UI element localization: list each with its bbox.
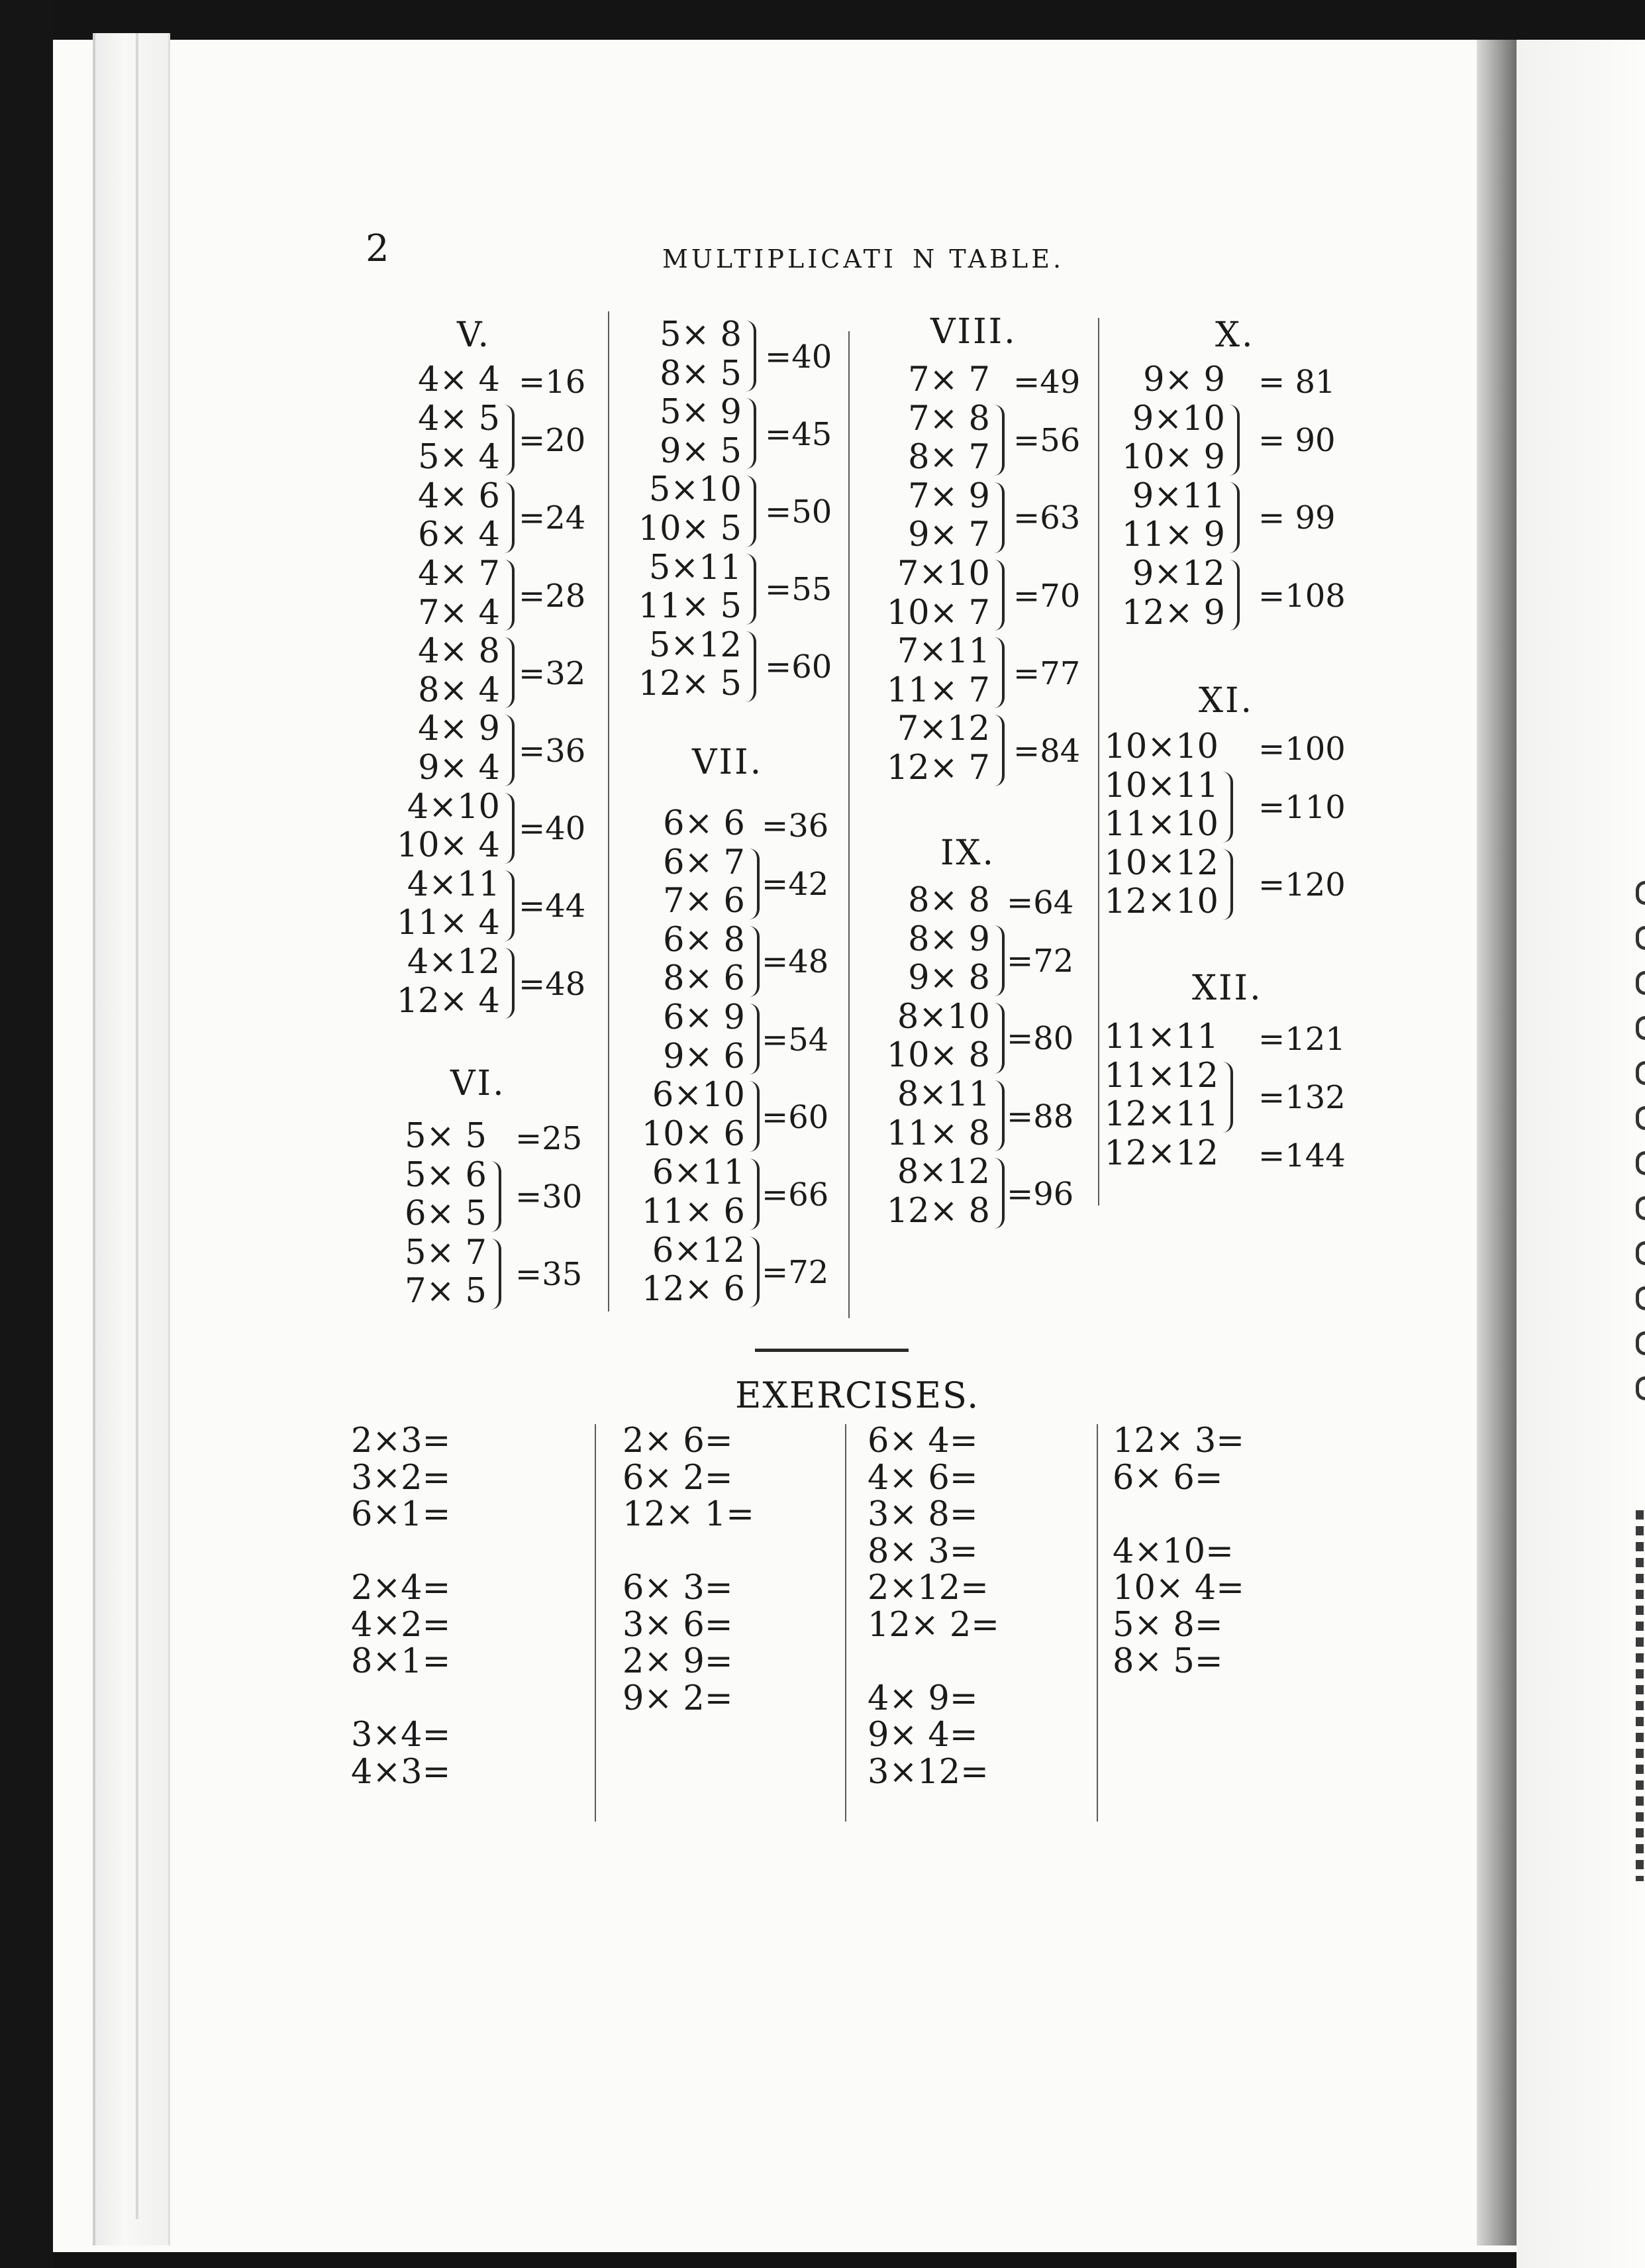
product-value: =40 — [765, 338, 832, 376]
table-row: 11× 9 — [1121, 515, 1225, 555]
table-row: 8× 7 — [908, 438, 990, 478]
product-value: =121 — [1258, 1021, 1346, 1058]
table-row: 11× 8 — [886, 1113, 990, 1153]
table-row: 12× 7 — [886, 748, 990, 788]
table-row: 6× 9 — [663, 998, 745, 1037]
page-number: 2 — [366, 227, 389, 270]
table-row: 10× 5 — [638, 509, 742, 548]
table-row: 4× 7 — [418, 554, 500, 593]
table-row: 7×10 — [897, 554, 990, 593]
table-row: 12×11 — [1104, 1095, 1219, 1135]
table-row: 4× 6 — [418, 476, 500, 516]
table-row: 8×11 — [897, 1075, 990, 1114]
product-value: =88 — [1007, 1098, 1074, 1135]
product-value: =36 — [762, 807, 829, 845]
product-value: =32 — [519, 654, 586, 692]
exercise-item: 2×3= — [351, 1421, 451, 1461]
product-value: =49 — [1013, 364, 1081, 401]
exercise-item: 3×12= — [868, 1752, 989, 1792]
table-row: 9× 7 — [908, 515, 990, 555]
table-row: 6×11 — [652, 1153, 745, 1193]
product-value: =42 — [762, 866, 829, 903]
table-row: 9× 6 — [663, 1037, 745, 1076]
section-title: XII. — [1192, 968, 1263, 1008]
table-row: 9×12 — [1132, 554, 1225, 593]
exercise-item: 8×1= — [351, 1642, 451, 1681]
table-row: 6× 4 — [418, 515, 500, 555]
product-value: =63 — [1013, 499, 1081, 537]
table-row: 11× 5 — [638, 587, 742, 627]
product-value: =45 — [765, 415, 832, 453]
table-row: 11× 6 — [641, 1192, 745, 1231]
table-row: 5× 8 — [660, 315, 742, 354]
table-row: 6×12 — [652, 1231, 745, 1270]
exercise-item: 3×2= — [351, 1458, 451, 1498]
table-row: 12× 6 — [641, 1270, 745, 1310]
product-value: =54 — [762, 1021, 829, 1058]
product-value: =50 — [765, 493, 832, 531]
table-row: 11×10 — [1104, 805, 1219, 845]
table-row: 10×11 — [1104, 766, 1219, 805]
table-row: 4×11 — [407, 864, 500, 904]
exercise-item: 10× 4= — [1113, 1569, 1245, 1608]
product-value: =44 — [519, 888, 586, 925]
product-value: =56 — [1013, 422, 1081, 460]
exercise-item: 2×4= — [351, 1569, 451, 1608]
table-row: 9× 9 — [1143, 360, 1225, 399]
table-row: 5×12 — [648, 625, 742, 665]
table-row: 5× 6 — [405, 1155, 487, 1195]
table-row: 7×12 — [897, 709, 990, 749]
table-row: 8× 6 — [663, 959, 745, 999]
exercise-item: 8× 5= — [1113, 1642, 1223, 1681]
product-value: =20 — [519, 422, 586, 460]
table-row: 5× 5 — [405, 1117, 487, 1156]
product-value: =110 — [1258, 789, 1346, 827]
exercise-item: 4×10= — [1113, 1531, 1234, 1571]
table-row: 8× 9 — [908, 919, 990, 959]
exercise-item: 12× 1= — [623, 1495, 755, 1534]
exercise-item: 4×2= — [351, 1605, 451, 1645]
product-value: = 90 — [1258, 422, 1336, 460]
table-row: 10× 4 — [396, 826, 500, 866]
product-value: = 99 — [1258, 499, 1336, 537]
product-value: =60 — [762, 1098, 829, 1136]
exercise-item: 4×3= — [351, 1752, 451, 1792]
product-value: =64 — [1007, 884, 1074, 922]
table-row: 9× 5 — [660, 431, 742, 471]
exercise-item: 3×4= — [351, 1716, 451, 1755]
table-row: 8× 8 — [908, 881, 990, 920]
table-row: 8×12 — [897, 1153, 990, 1192]
product-value: =36 — [519, 733, 586, 770]
section-title: VIII. — [930, 312, 1017, 352]
table-row: 12× 4 — [396, 981, 500, 1021]
product-value: =30 — [515, 1178, 583, 1216]
table-row: 4× 5 — [418, 399, 500, 438]
table-row: 12×12 — [1104, 1133, 1219, 1173]
exercise-divider — [595, 1424, 596, 1822]
table-row: 10× 7 — [886, 593, 990, 633]
product-value: =48 — [519, 965, 586, 1003]
exercise-item: 3× 6= — [623, 1605, 733, 1645]
table-row: 7× 8 — [908, 399, 990, 438]
exercise-item: 8× 3= — [868, 1531, 978, 1571]
exercise-item: 2×12= — [868, 1569, 989, 1608]
product-value: =120 — [1258, 866, 1346, 904]
table-row: 10×10 — [1104, 727, 1219, 766]
product-value: = 81 — [1258, 364, 1336, 401]
table-row: 5× 9 — [660, 393, 742, 433]
table-row: 11×12 — [1104, 1056, 1219, 1096]
table-row: 4×10 — [407, 787, 500, 827]
table-row: 6× 5 — [405, 1194, 487, 1234]
exercise-item: 2× 6= — [623, 1421, 733, 1461]
product-value: =96 — [1007, 1175, 1074, 1213]
table-row: 6×10 — [652, 1076, 745, 1115]
table-row: 9× 8 — [908, 958, 990, 998]
product-value: =55 — [765, 571, 832, 609]
table-row: 10× 9 — [1121, 438, 1225, 478]
product-value: =25 — [515, 1120, 583, 1158]
product-value: =72 — [762, 1254, 829, 1292]
exercise-item: 5× 8= — [1113, 1605, 1223, 1645]
table-row: 4× 8 — [418, 632, 500, 672]
table-row: 11×11 — [1104, 1017, 1219, 1057]
table-row: 12× 9 — [1121, 593, 1225, 633]
product-value: =35 — [515, 1256, 583, 1294]
table-row: 7× 7 — [908, 360, 990, 399]
product-value: =132 — [1258, 1079, 1346, 1117]
table-row: 11× 7 — [886, 670, 990, 710]
product-value: =48 — [762, 943, 829, 981]
table-row: 7× 5 — [405, 1272, 487, 1312]
section-title: XI. — [1199, 681, 1254, 721]
product-value: =66 — [762, 1176, 829, 1213]
product-value: =40 — [519, 810, 586, 848]
table-row: 8× 4 — [418, 670, 500, 710]
table-row: 5× 7 — [405, 1233, 487, 1272]
table-row: 6× 6 — [663, 804, 745, 843]
section-title: IX. — [940, 833, 996, 873]
product-value: =16 — [519, 364, 586, 401]
section-title: VII. — [692, 743, 764, 782]
product-value: =77 — [1013, 654, 1081, 692]
table-row: 12×10 — [1104, 882, 1219, 922]
table-row: 10× 6 — [641, 1114, 745, 1154]
table-row: 8× 5 — [660, 354, 742, 393]
section-title: VI. — [450, 1064, 506, 1104]
product-value: =24 — [519, 499, 586, 537]
product-value: =28 — [519, 577, 586, 615]
running-head: MULTIPLICATI N TABLE. — [662, 244, 1065, 274]
exercise-item: 6× 2= — [623, 1458, 733, 1498]
exercise-item: 12× 2= — [868, 1605, 1000, 1645]
product-value: =84 — [1013, 733, 1081, 770]
exercise-item: 6× 6= — [1113, 1458, 1223, 1498]
table-row: 6× 8 — [663, 920, 745, 960]
table-row: 9×10 — [1132, 399, 1225, 438]
product-value: =60 — [765, 648, 832, 686]
table-row: 4× 4 — [418, 360, 500, 399]
exercise-item: 4× 9= — [868, 1678, 978, 1718]
exercise-item: 6× 3= — [623, 1569, 733, 1608]
table-row: 4×12 — [407, 943, 500, 982]
exercise-divider — [845, 1424, 846, 1822]
exercise-item: 9× 4= — [868, 1716, 978, 1755]
table-row: 5× 4 — [418, 438, 500, 478]
table-row: 8×10 — [897, 997, 990, 1037]
section-title: V. — [457, 315, 491, 355]
table-row: 5×10 — [648, 470, 742, 510]
product-value: =100 — [1258, 731, 1346, 768]
table-row: 7× 9 — [908, 476, 990, 516]
table-row: 11× 4 — [396, 903, 500, 943]
table-row: 6× 7 — [663, 843, 745, 882]
product-value: =72 — [1007, 943, 1074, 980]
table-row: 7×11 — [897, 632, 990, 672]
product-value: =108 — [1258, 577, 1346, 615]
exercises-title: EXERCISES. — [735, 1374, 980, 1416]
table-row: 5×11 — [648, 548, 742, 588]
exercise-item: 9× 2= — [623, 1678, 733, 1718]
table-row: 12× 8 — [886, 1191, 990, 1231]
exercise-item: 3× 8= — [868, 1495, 978, 1534]
product-value: =144 — [1258, 1137, 1346, 1175]
table-row: 7× 6 — [663, 882, 745, 921]
section-title: X. — [1215, 315, 1255, 355]
table-row: 10× 8 — [886, 1036, 990, 1076]
product-value: =80 — [1007, 1020, 1074, 1058]
table-row: 12× 5 — [638, 664, 742, 704]
exercise-divider — [1097, 1424, 1098, 1822]
table-row: 9×11 — [1132, 476, 1225, 516]
product-value: =70 — [1013, 577, 1081, 615]
exercise-item: 4× 6= — [868, 1458, 978, 1498]
exercise-item: 6×1= — [351, 1495, 451, 1534]
exercise-item: 2× 9= — [623, 1642, 733, 1681]
exercise-item: 12× 3= — [1113, 1421, 1245, 1461]
table-row: 7× 4 — [418, 593, 500, 633]
table-row: 9× 4 — [418, 748, 500, 788]
table-row: 10×12 — [1104, 843, 1219, 883]
exercise-item: 6× 4= — [868, 1421, 978, 1461]
table-row: 4× 9 — [418, 709, 500, 749]
